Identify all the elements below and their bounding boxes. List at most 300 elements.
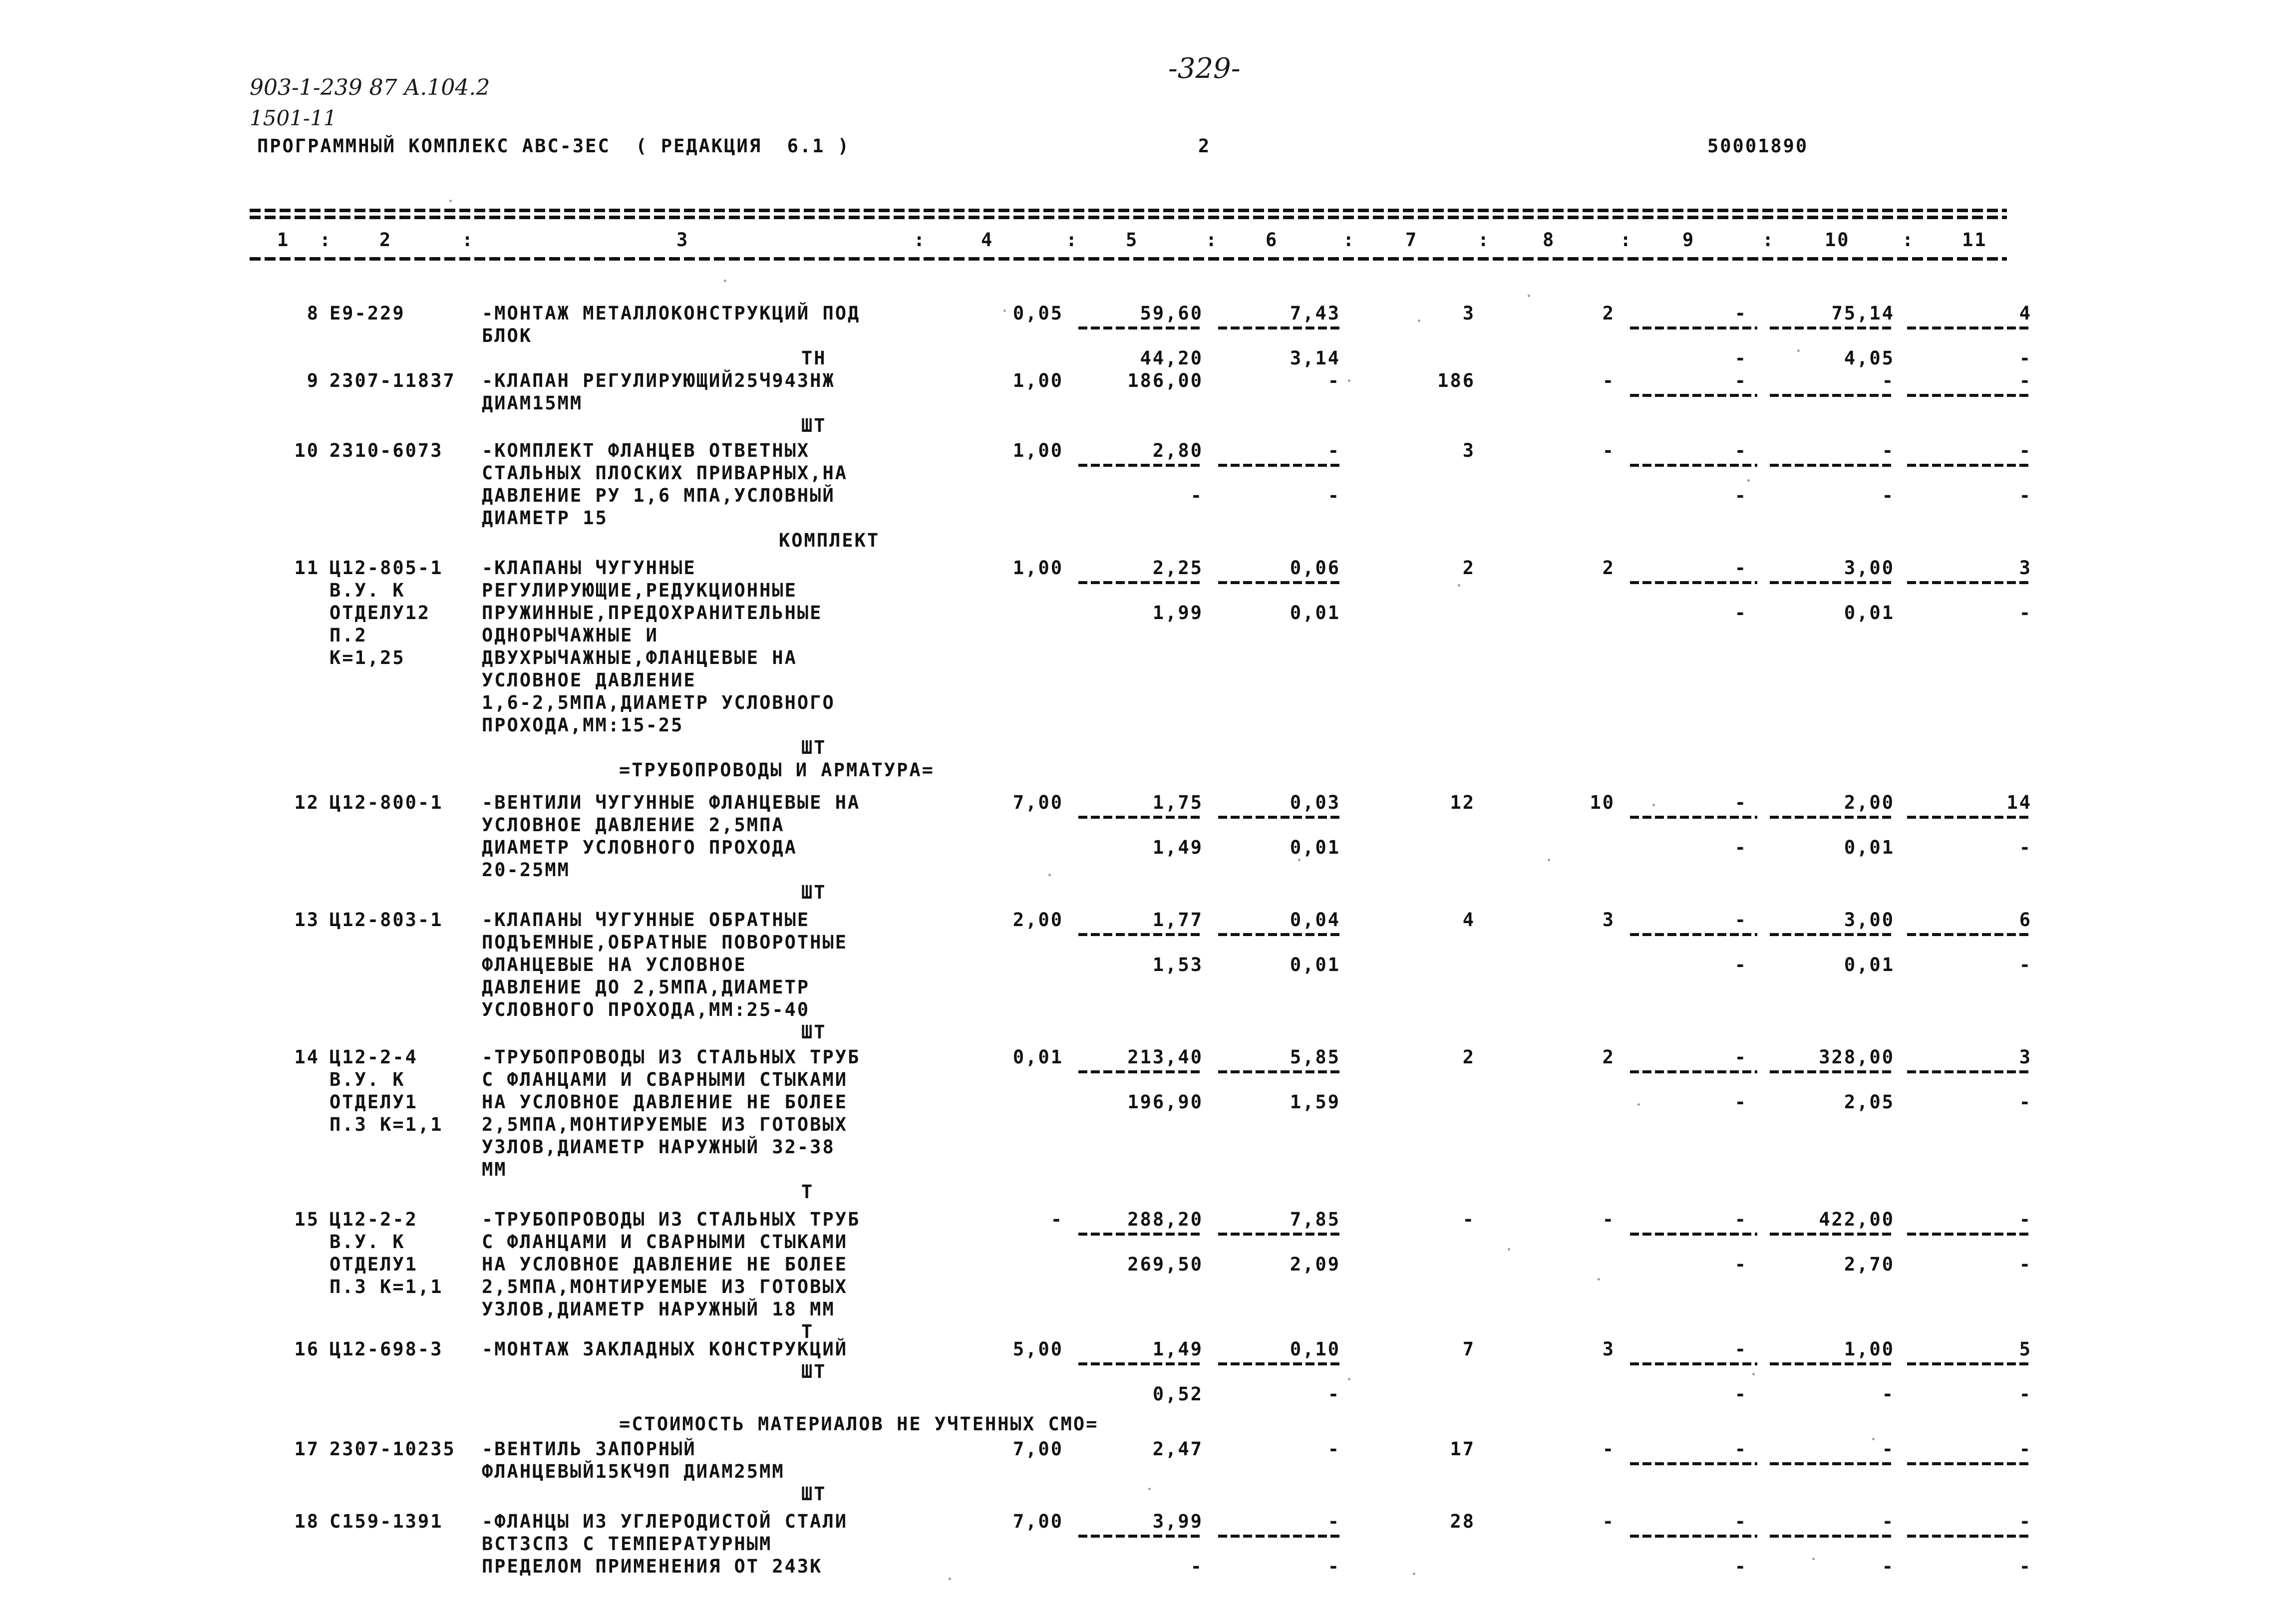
work-description: 20-25ММ [482,859,570,881]
cell-c10: 3,00 [1844,557,1895,579]
cell-c10: - [1882,370,1895,391]
column-header-3: 3 [676,229,689,251]
cell-c4: 1,00 [1012,440,1063,461]
cell-c8: 10 [1590,792,1615,813]
cell-c5: 3,99 [1152,1511,1203,1532]
work-description: ПОДЪЕМНЫЕ,ОБРАТНЫЕ ПОВОРОТНЫЕ [482,932,848,953]
cell-underline [1907,933,2032,936]
scan-speck [449,200,452,202]
cell-c11: - [2019,370,2032,391]
cell-underline [1078,1535,1203,1538]
resource-code-note: В.У. К [329,580,405,601]
cell-c11: 3 [2019,1046,2032,1068]
row-number: 12 [294,792,320,813]
scan-speck [1598,1278,1600,1281]
resource-code-note: П.2 [329,625,367,646]
cell-underline [1907,394,2032,397]
cell-c7: 17 [1450,1438,1475,1460]
work-description: -ТРУБОПРОВОДЫ ИЗ СТАЛЬНЫХ ТРУБ [482,1046,861,1068]
work-description: 1,6-2,5МПА,ДИАМЕТР УСЛОВНОГО [482,692,835,713]
cell-underline [1630,816,1757,819]
work-description: СТАЛЬНЫХ ПЛОСКИХ ПРИВАРНЫХ,НА [482,462,848,484]
cell-underline [1078,1233,1203,1236]
work-description: УСЛОВНОЕ ДАВЛЕНИЕ 2,5МПА [482,814,785,836]
cell-c6b: 1,59 [1290,1091,1340,1113]
unit-of-measure: ШТ [801,1021,827,1043]
resource-code: Ц12-2-4 [329,1046,418,1068]
cell-underline [1218,464,1340,467]
cell-c9: - [1734,303,1747,324]
cell-underline [1630,1462,1757,1465]
cell-c7: 7 [1462,1338,1475,1360]
cell-c9: - [1734,1046,1747,1068]
cell-c4: 7,00 [1012,1438,1063,1460]
work-description: -КЛАПАНЫ ЧУГУННЫЕ [482,557,696,579]
cell-c8: 2 [1602,303,1615,324]
work-description: ПРУЖИННЫЕ,ПРЕДОХРАНИТЕЛЬНЫЕ [482,602,823,624]
handwritten-series: 1501-11 [250,106,337,130]
resource-code-note: ОТДЕЛУ1 [329,1254,418,1275]
cell-c8: - [1602,1511,1615,1532]
cell-c6b: 0,01 [1290,602,1340,624]
scan-speck [1348,379,1350,382]
cell-c6b: 3,14 [1290,347,1340,369]
cell-c9b: - [1734,954,1747,975]
cell-underline [1770,464,1895,467]
cell-c4: 1,00 [1012,370,1063,391]
cell-underline [1630,1362,1757,1365]
cell-c11b: - [2019,837,2032,858]
cell-c10: 3,00 [1844,909,1895,931]
cell-c6b: - [1327,1383,1340,1405]
scan-speck [1003,310,1006,312]
column-header-6: 6 [1266,229,1279,251]
cell-c9b: - [1734,1556,1747,1577]
work-description: -ТРУБОПРОВОДЫ ИЗ СТАЛЬНЫХ ТРУБ [482,1209,861,1230]
column-header-9: 9 [1682,229,1695,251]
work-description: ФЛАНЦЕВЫЙ15КЧ9П ДИАМ25ММ [482,1461,785,1482]
row-number: 15 [294,1209,320,1230]
column-header-4: 4 [981,229,994,251]
cell-underline [1078,816,1203,819]
cell-c5b: - [1190,1556,1203,1577]
cell-c6: 7,85 [1290,1209,1340,1230]
cell-c9: - [1734,557,1747,579]
work-description: 2,5МПА,МОНТИРУЕМЫЕ ИЗ ГОТОВЫХ [482,1276,848,1298]
cell-c6: 0,03 [1290,792,1340,813]
cell-underline [1907,1070,2032,1073]
resource-code-note: ОТДЕЛУ1 [329,1091,418,1113]
section-heading: =СТОИМОСТЬ МАТЕРИАЛОВ НЕ УЧТЕННЫХ СМО= [619,1413,1099,1435]
cell-c6: 0,04 [1290,909,1340,931]
scan-speck [1652,804,1655,806]
cell-c6: - [1327,1511,1340,1532]
cell-c11: - [2019,1209,2032,1230]
cell-c9b: - [1734,837,1747,858]
cell-c11: 5 [2019,1338,2032,1360]
column-header-11: 11 [1962,229,1987,251]
work-description: НА УСЛОВНОЕ ДАВЛЕНИЕ НЕ БОЛЕЕ [482,1091,848,1113]
cell-underline [1630,1070,1757,1073]
row-number: 11 [294,557,320,579]
cell-c6b: - [1327,1556,1340,1577]
cell-underline [1218,1233,1340,1236]
work-description: -КЛАПАН РЕГУЛИРУЮЩИЙ25Ч943НЖ [482,370,835,391]
cell-c11b: - [2019,347,2032,369]
program-title: ПРОГРАММНЫЙ КОМПЛЕКС АВС-3ЕС ( РЕДАКЦИЯ 6.1 ) [257,135,850,157]
scan-speck [724,280,726,282]
unit-of-measure: ШТ [801,737,827,758]
cell-c9b: - [1734,602,1747,624]
cell-c11b: - [2019,602,2032,624]
scan-speck [1348,1378,1350,1380]
scan-speck [1508,1248,1510,1251]
row-number: 13 [294,909,320,931]
cell-underline [1630,394,1757,397]
unit-of-measure: ШТ [801,1361,827,1382]
cell-c6b: 0,01 [1290,954,1340,975]
cell-c6: - [1327,370,1340,391]
cell-c5b: 196,90 [1127,1091,1203,1113]
cell-c6: 7,43 [1290,303,1340,324]
row-number: 10 [294,440,320,461]
cell-underline [1078,933,1203,936]
column-separator: : [1478,229,1491,251]
cell-c4: 5,00 [1012,1338,1063,1360]
cell-underline [1630,933,1757,936]
cell-c6: - [1327,1438,1340,1460]
cell-c5: 1,49 [1152,1338,1203,1360]
resource-code-note: П.3 К=1,1 [329,1276,443,1298]
scan-speck [1048,874,1051,876]
table-top-rule-2 [250,216,2007,219]
cell-underline [1907,581,2032,584]
cell-c9b: - [1734,1254,1747,1275]
page-number: -329- [1168,52,1241,85]
cell-c10: 1,00 [1844,1338,1895,1360]
sheet-number: 2 [1198,135,1211,157]
resource-code: Ц12-698-3 [329,1338,443,1360]
cell-c5: 213,40 [1127,1046,1203,1068]
cell-c10b: 4,05 [1844,347,1895,369]
cell-c10b: - [1882,485,1895,506]
cell-underline [1770,933,1895,936]
column-separator: : [1620,229,1633,251]
column-header-7: 7 [1405,229,1418,251]
cell-underline [1907,816,2032,819]
unit-of-measure: ШТ [801,415,827,436]
cell-c10b: - [1882,1556,1895,1577]
cell-c5: 1,75 [1152,792,1203,813]
work-description: УЗЛОВ,ДИАМЕТР НАРУЖНЫЙ 18 ММ [482,1299,835,1320]
unit-of-measure: ШТ [801,882,827,903]
scan-speck [949,1578,951,1580]
work-description: -ФЛАНЦЫ ИЗ УГЛЕРОДИСТОЙ СТАЛИ [482,1511,848,1532]
cell-c5b: 1,49 [1152,837,1203,858]
cell-c9b: - [1734,347,1747,369]
column-header-5: 5 [1126,229,1139,251]
cell-c9: - [1734,370,1747,391]
cell-underline [1770,1233,1895,1236]
cell-c11b: - [2019,1254,2032,1275]
scan-speck [1298,859,1300,861]
cell-c7: 3 [1462,440,1475,461]
column-separator: : [1206,229,1219,251]
scan-speck [1637,1103,1640,1106]
cell-underline [1907,1233,2032,1236]
resource-code: 2307-10235 [329,1438,456,1460]
resource-code: Ц12-800-1 [329,792,443,813]
work-description: -ВЕНТИЛИ ЧУГУННЫЕ ФЛАНЦЕВЫЕ НА [482,792,861,813]
column-separator: : [1762,229,1775,251]
work-description: ПРОХОДА,ММ:15-25 [482,714,684,736]
resource-code-note: В.У. К [329,1069,405,1090]
resource-code-note: В.У. К [329,1231,405,1253]
cell-underline [1907,1462,2032,1465]
cell-c9b: - [1734,1383,1747,1405]
cell-c9: - [1734,792,1747,813]
cell-c10: - [1882,1511,1895,1532]
cell-underline [1630,464,1757,467]
work-description: -МОНТАЖ ЗАКЛАДНЫХ КОНСТРУКЦИЙ [482,1338,848,1360]
cell-c10: - [1882,440,1895,461]
column-header-2: 2 [379,229,392,251]
cell-underline [1218,933,1340,936]
cell-c11b: - [2019,1091,2032,1113]
cell-c6: - [1327,440,1340,461]
cell-c7: 2 [1462,1046,1475,1068]
cell-underline [1907,464,2032,467]
resource-code: Е9-229 [329,303,405,324]
scan-speck [1812,1558,1815,1560]
work-description: -ВЕНТИЛЬ ЗАПОРНЫЙ [482,1438,696,1460]
cell-c9b: - [1734,1091,1747,1113]
cell-c6: 0,10 [1290,1338,1340,1360]
scan-speck [1797,349,1800,352]
work-description: С ФЛАНЦАМИ И СВАРНЫМИ СТЫКАМИ [482,1231,848,1253]
resource-code-note: К=1,25 [329,647,405,668]
table-top-rule [250,209,2007,212]
cell-c11: 4 [2019,303,2032,324]
scan-speck [1458,584,1460,587]
cell-c6b: 2,09 [1290,1254,1340,1275]
cell-c5: 2,47 [1152,1438,1203,1460]
resource-code-note: ОТДЕЛУ12 [329,602,431,624]
cell-underline [1078,1070,1203,1073]
cell-c8: 2 [1602,1046,1615,1068]
cell-c7: 28 [1450,1511,1475,1532]
unit-of-measure: ТН [801,347,827,369]
column-header-10: 10 [1825,229,1850,251]
cell-c4: 7,00 [1012,1511,1063,1532]
cell-c4: 0,05 [1012,303,1063,324]
cell-c11b: - [2019,1556,2032,1577]
resource-code: 2310-6073 [329,440,443,461]
scan-speck [1752,1373,1755,1375]
resource-code-note: П.3 К=1,1 [329,1114,443,1135]
scan-speck [1528,295,1530,297]
cell-c10b: 0,01 [1844,954,1895,975]
cell-underline [1218,1535,1340,1538]
work-description: РЕГУЛИРУЮЩИЕ,РЕДУКЦИОННЫЕ [482,580,797,601]
cell-underline [1078,326,1203,329]
work-description: ММ [482,1159,507,1180]
handwritten-doc-code: 903-1-239 87 A.104.2 [250,75,490,100]
scan-speck [1148,1488,1151,1490]
section-heading: =ТРУБОПРОВОДЫ И АРМАТУРА= [619,759,935,781]
cell-c7: 4 [1462,909,1475,931]
cell-c11: 14 [2006,792,2032,813]
cell-c5: 2,80 [1152,440,1203,461]
cell-underline [1770,581,1895,584]
cell-c5b: 269,50 [1127,1254,1203,1275]
work-description: -МОНТАЖ МЕТАЛЛОКОНСТРУКЦИЙ ПОД [482,303,861,324]
work-description: ПРЕДЕЛОМ ПРИМЕНЕНИЯ ОТ 243К [482,1556,823,1577]
resource-code: Ц12-803-1 [329,909,443,931]
cell-c10b: 2,05 [1844,1091,1895,1113]
cell-underline [1630,1233,1757,1236]
cell-c5: 288,20 [1127,1209,1203,1230]
cell-c11: - [2019,1511,2032,1532]
cell-c5: 2,25 [1152,557,1203,579]
cell-c10b: - [1882,1383,1895,1405]
row-number: 16 [294,1338,320,1360]
row-number: 9 [307,370,320,391]
work-description: УСЛОВНОЕ ДАВЛЕНИЕ [482,669,696,691]
resource-code: 2307-11837 [329,370,456,391]
cell-underline [1770,394,1895,397]
cell-c11: 3 [2019,557,2032,579]
cell-underline [1770,1070,1895,1073]
cell-underline [1218,1362,1340,1365]
cell-c9: - [1734,1438,1747,1460]
cell-c6: 5,85 [1290,1046,1340,1068]
cell-underline [1630,1535,1757,1538]
cell-c10b: 0,01 [1844,837,1895,858]
cell-c7: 2 [1462,557,1475,579]
cell-underline [1218,816,1340,819]
cell-c10b: 2,70 [1844,1254,1895,1275]
row-number: 17 [294,1438,320,1460]
cell-c8: 3 [1602,909,1615,931]
work-description: НА УСЛОВНОЕ ДАВЛЕНИЕ НЕ БОЛЕЕ [482,1254,848,1275]
cell-c4: 0,01 [1012,1046,1063,1068]
scan-speck [1872,1438,1875,1440]
cell-c11: 6 [2019,909,2032,931]
column-separator: : [462,229,475,251]
unit-of-measure: Т [801,1181,814,1203]
cell-underline [1770,816,1895,819]
work-description: ДАВЛЕНИЕ ДО 2,5МПА,ДИАМЕТР [482,976,810,998]
cell-c10b: 0,01 [1844,602,1895,624]
scan-speck [1747,479,1750,482]
table-header-rule [250,257,2007,261]
cell-underline [1907,326,2032,329]
column-header-8: 8 [1543,229,1556,251]
cell-underline [1770,1362,1895,1365]
cell-c5b: 44,20 [1140,347,1203,369]
cell-c5: 1,77 [1152,909,1203,931]
cell-c5: 186,00 [1127,370,1203,391]
cell-c10: 75,14 [1831,303,1895,324]
cell-c8: - [1602,440,1615,461]
work-description: -КЛАПАНЫ ЧУГУННЫЕ ОБРАТНЫЕ [482,909,810,931]
work-description: -КОМПЛЕКТ ФЛАНЦЕВ ОТВЕТНЫХ [482,440,810,461]
cell-underline [1770,326,1895,329]
cell-c8: 2 [1602,557,1615,579]
resource-code: Ц12-805-1 [329,557,443,579]
work-description: ВСТ3СП3 С ТЕМПЕРАТУРНЫМ [482,1533,772,1555]
cell-c4: - [1050,1209,1063,1230]
cell-c8: - [1602,370,1615,391]
cell-underline [1218,581,1340,584]
cell-c4: 2,00 [1012,909,1063,931]
column-separator: : [1902,229,1915,251]
scan-speck [1413,1573,1415,1575]
cell-c8: - [1602,1209,1615,1230]
cell-underline [1907,1362,2032,1365]
scan-speck [1548,859,1550,861]
cell-c10: - [1882,1438,1895,1460]
cell-underline [1630,326,1757,329]
cell-c10: 2,00 [1844,792,1895,813]
unit-of-measure: ШТ [801,1483,827,1505]
resource-code: Ц12-2-2 [329,1209,418,1230]
cell-underline [1770,1462,1895,1465]
cell-c5: 59,60 [1140,303,1203,324]
cell-underline [1218,326,1340,329]
cell-c10: 328,00 [1819,1046,1895,1068]
document-code: 50001890 [1707,135,1809,157]
cell-underline [1218,1070,1340,1073]
column-separator: : [1066,229,1079,251]
cell-c9: - [1734,909,1747,931]
work-description: 2,5МПА,МОНТИРУЕМЫЕ ИЗ ГОТОВЫХ [482,1114,848,1135]
work-description: ДИАМЕТР 15 [482,507,608,529]
cell-underline [1907,1535,2032,1538]
cell-underline [1078,581,1203,584]
cell-c5b: - [1190,485,1203,506]
cell-c7: - [1462,1209,1475,1230]
column-separator: : [320,229,332,251]
cell-c7: 186 [1437,370,1475,391]
work-description: УСЛОВНОГО ПРОХОДА,ММ:25-40 [482,999,810,1020]
work-description: БЛОК [482,325,533,346]
cell-c7: 12 [1450,792,1475,813]
resource-code: С159-1391 [329,1511,443,1532]
column-separator: : [1343,229,1356,251]
cell-c9b: - [1734,485,1747,506]
cell-c7: 3 [1462,303,1475,324]
work-description: ДИАМЕТР УСЛОВНОГО ПРОХОДА [482,837,797,858]
cell-underline [1078,1362,1203,1365]
work-description: УЗЛОВ,ДИАМЕТР НАРУЖНЫЙ 32-38 [482,1136,835,1158]
cell-underline [1630,581,1757,584]
cell-c11: - [2019,440,2032,461]
cell-underline [1078,464,1203,467]
cell-c11b: - [2019,485,2032,506]
cell-c9: - [1734,440,1747,461]
cell-c5b: 1,99 [1152,602,1203,624]
cell-c9: - [1734,1338,1747,1360]
cell-c6b: - [1327,485,1340,506]
row-number: 18 [294,1511,320,1532]
cell-underline [1770,1535,1895,1538]
work-description: ДВУХРЫЧАЖНЫЕ,ФЛАНЦЕВЫЕ НА [482,647,797,668]
work-description: ФЛАНЦЕВЫЕ НА УСЛОВНОЕ [482,954,747,975]
work-description: ДАВЛЕНИЕ РУ 1,6 МПА,УСЛОВНЫЙ [482,485,835,506]
cell-c8: 3 [1602,1338,1615,1360]
